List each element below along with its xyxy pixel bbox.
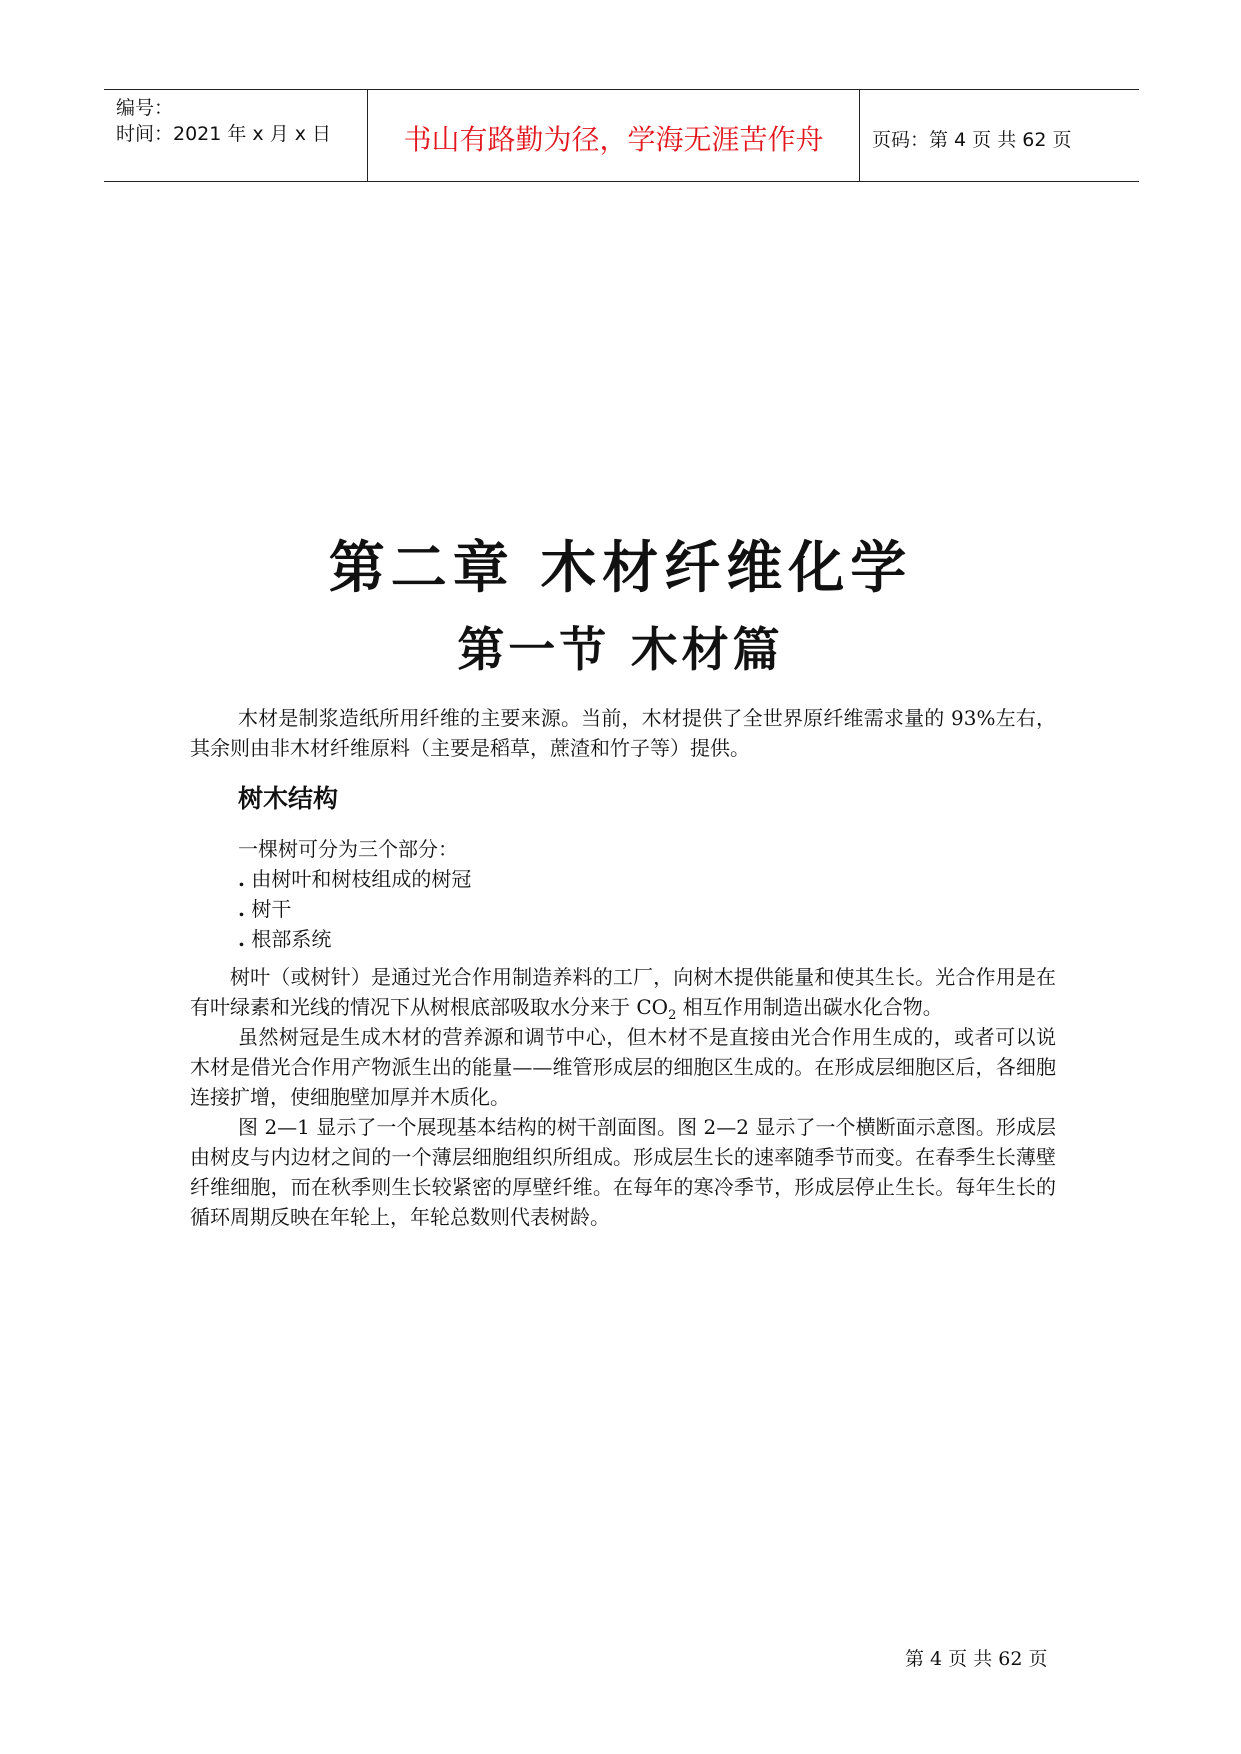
subscript-two: 2: [668, 1008, 677, 1023]
leaf-paragraph: [190, 962, 1056, 1022]
header-motto-cell: [368, 90, 860, 181]
leaf-paragraph-tail: 相互作用制造出碳水化合物。: [676, 995, 943, 1019]
header-motto: 书山有路勤为径，学海无涯苦作舟: [403, 123, 824, 156]
list-item-text: 根部系统: [251, 927, 332, 951]
header-page-cell: [860, 90, 1139, 181]
intro-block: [190, 703, 1056, 763]
list-item: [238, 894, 1056, 924]
bullet-dot: .: [238, 897, 245, 921]
intro-paragraph: 木材是制浆造纸所用纤维的主要来源。当前，木材提供了全世界原纤维需求量的 93%左右，其余则由非木材纤维原料（主要是稻草，蔗渣和竹子等）提供。: [190, 706, 1056, 760]
document-number-label: 编号：: [116, 97, 174, 119]
tree-parts-block: [190, 834, 1056, 954]
header-info-cell: [104, 90, 368, 181]
page-footer: 第 4 页 共 62 页: [905, 1648, 1048, 1670]
list-item: [238, 924, 1056, 954]
section-title: 第一节 木材篇: [457, 623, 784, 678]
list-item-text: 由树叶和树枝组成的树冠: [251, 867, 472, 891]
crown-paragraph: 虽然树冠是生成木材的营养源和调节中心，但木材不是直接由光合作用生成的，或者可以说木材是借光合作用产物派生出的能量——维管形成层的细胞区生成的。在形成层细胞区后，各细胞连接扩增，使细胞壁加厚并木质化。: [190, 1025, 1056, 1109]
header-page-label: 页码：第 4 页 共 62 页: [872, 129, 1072, 151]
header-table: [104, 89, 1139, 182]
bullet-dot: .: [238, 927, 245, 951]
chapter-title: 第二章 木材纤维化学: [328, 536, 913, 601]
figure-paragraph: 图 2—1 显示了一个展现基本结构的树干剖面图。图 2—2 显示了一个横断面示意图。形成层由树皮与内边材之间的一个薄层细胞组织所组成。形成层生长的速率随季节而变。在春季生长薄壁纤维细胞，而在秋季则生长较紧密的厚壁纤维。在每年的寒冷季节，形成层停止生长。每年生长的循环周期反映在年轮上，年轮总数则代表树龄。: [190, 1115, 1056, 1229]
paragraphs-block: [190, 962, 1056, 1232]
bullet-dot: .: [238, 867, 245, 891]
parts-intro: 一棵树可分为三个部分：: [238, 837, 458, 861]
list-item: [238, 864, 1056, 894]
list-item-text: 树干: [251, 897, 292, 921]
structure-heading-block: [190, 784, 1056, 814]
leaf-paragraph-text: 树叶（或树针）是通过光合作用制造养料的工厂，向树木提供能量和使其生长。光合作用是在有叶绿素和光线的情况下从树根底部吸取水分来于 CO: [190, 965, 1056, 1019]
subheading: 树木结构: [238, 784, 339, 813]
document-time-label: 时间：2021 年 x 月 x 日: [116, 123, 332, 145]
